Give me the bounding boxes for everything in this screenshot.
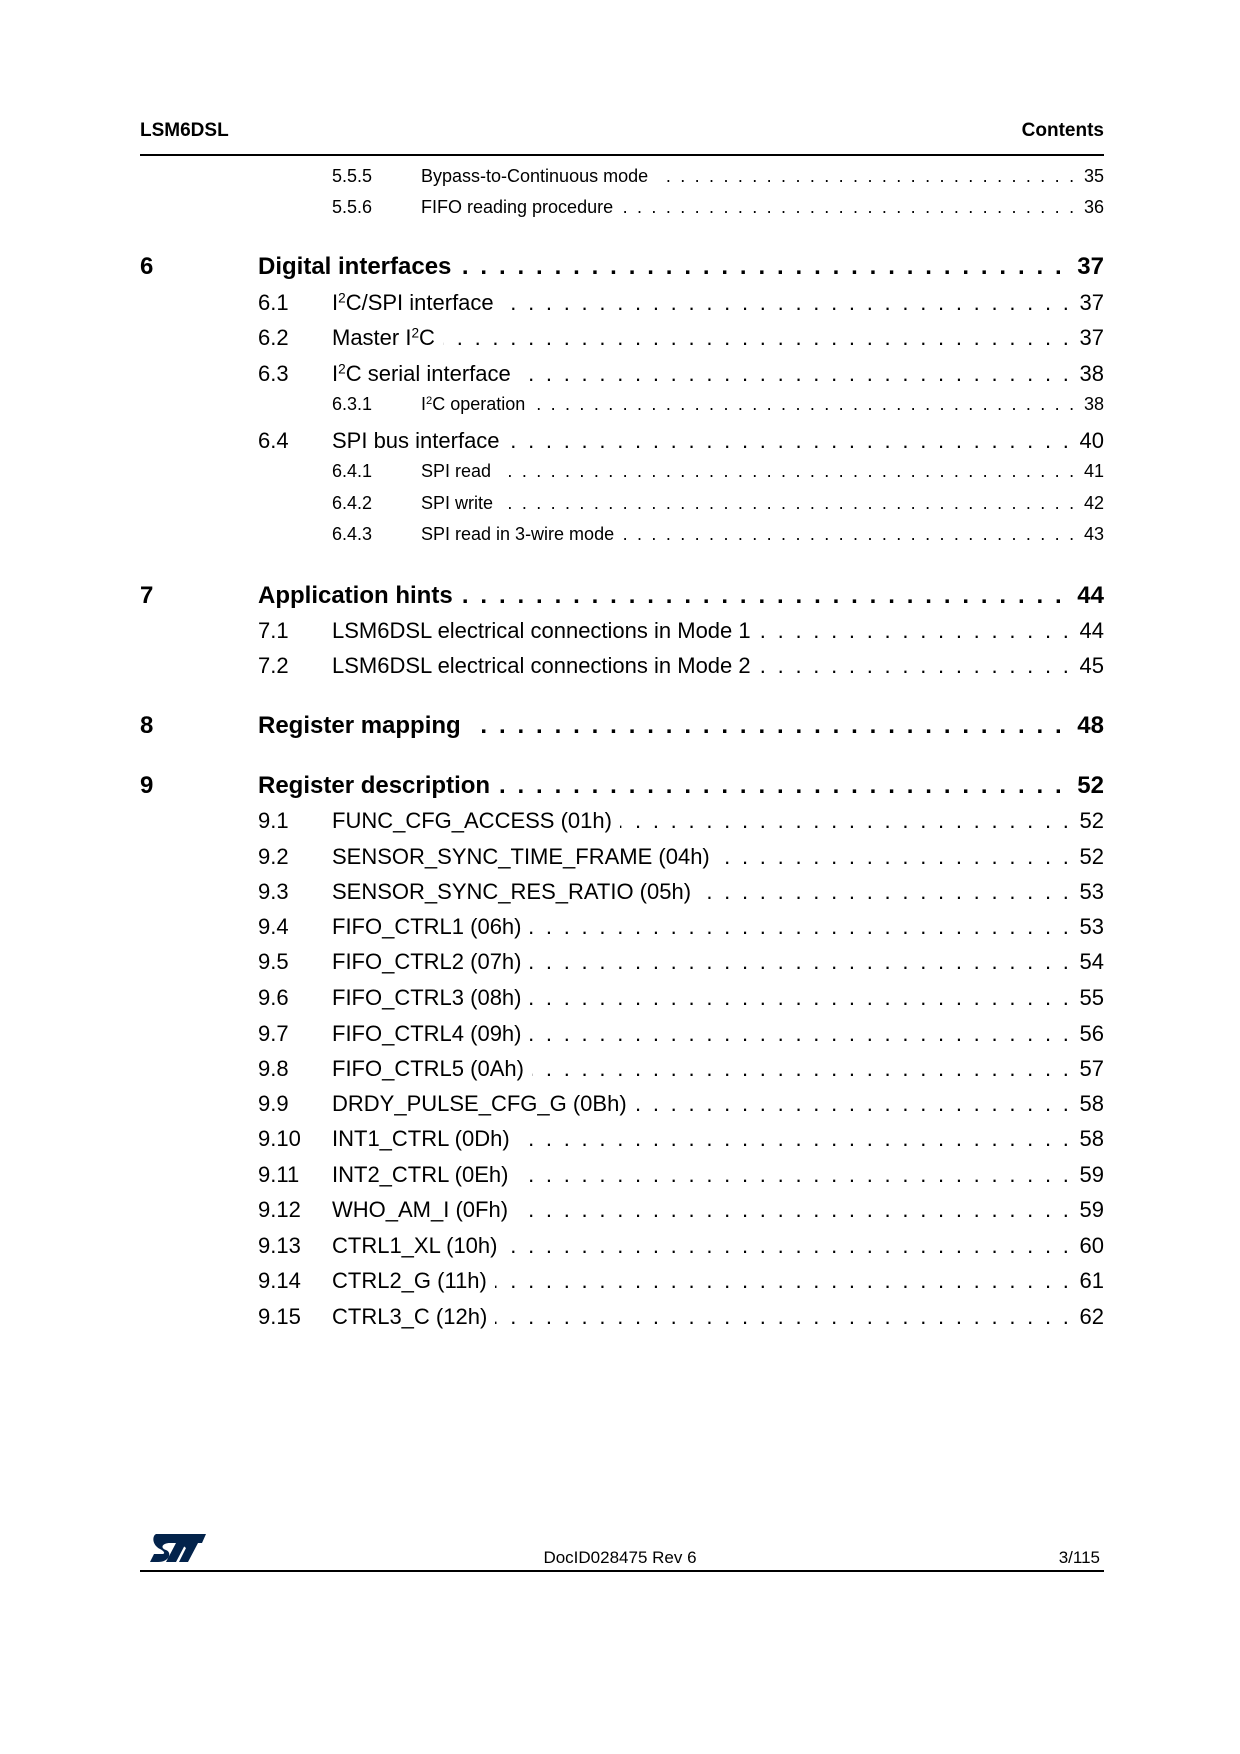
header-section: Contents bbox=[1021, 120, 1104, 141]
toc-entry-title[interactable]: SENSOR_SYNC_TIME_FRAME (04h) bbox=[332, 844, 718, 870]
toc-entry-number: 7.1 bbox=[258, 618, 289, 643]
toc-title-part: C serial interface bbox=[345, 361, 511, 386]
toc-entry-page[interactable]: 54 bbox=[1074, 949, 1104, 975]
toc-leader-dots bbox=[332, 325, 1100, 351]
toc-entry-number: 9.14 bbox=[258, 1268, 301, 1293]
footer-doc-id: DocID028475 Rev 6 bbox=[543, 1548, 697, 1567]
toc-entry-number: 9.15 bbox=[258, 1304, 301, 1329]
toc-entry-title[interactable]: Register description bbox=[258, 772, 498, 800]
toc-title-part: C bbox=[419, 325, 435, 350]
toc-entry-number: 6 bbox=[140, 253, 154, 280]
toc-entry-title[interactable] bbox=[421, 394, 533, 415]
toc-entry-number: 9.5 bbox=[258, 949, 289, 974]
toc-entry-title[interactable]: LSM6DSL electrical connections in Mode 2 bbox=[332, 653, 759, 679]
toc-entry-title[interactable]: FIFO_CTRL2 (07h) bbox=[332, 949, 530, 975]
toc-title-part: I bbox=[421, 394, 427, 414]
toc-entry-title[interactable]: INT1_CTRL (0Dh) bbox=[332, 1126, 518, 1152]
toc-leader-dots bbox=[421, 461, 1100, 482]
toc-entry-number: 9.9 bbox=[258, 1091, 289, 1116]
toc-entry-title[interactable]: Digital interfaces bbox=[258, 253, 459, 281]
toc-entry-page[interactable]: 59 bbox=[1074, 1197, 1104, 1223]
toc-entry-page[interactable]: 43 bbox=[1078, 524, 1104, 545]
toc-entry-title[interactable]: WHO_AM_I (0Fh) bbox=[332, 1197, 516, 1223]
toc-entry-title[interactable]: SPI write bbox=[421, 493, 501, 514]
toc-entry-page[interactable]: 42 bbox=[1078, 493, 1104, 514]
toc-entry-page[interactable]: 44 bbox=[1074, 618, 1104, 644]
toc-entry-title[interactable]: CTRL2_G (11h) bbox=[332, 1268, 495, 1294]
toc-entry-title[interactable]: SPI read bbox=[421, 461, 499, 482]
toc-entry-title[interactable]: CTRL1_XL (10h) bbox=[332, 1233, 505, 1259]
page-header bbox=[140, 120, 1104, 142]
toc-entry-number: 6.3 bbox=[258, 361, 289, 386]
toc-title-part: I bbox=[332, 290, 339, 315]
toc-entry-page[interactable]: 41 bbox=[1078, 461, 1104, 482]
toc-entry-page[interactable]: 45 bbox=[1074, 653, 1104, 679]
toc-entry-page[interactable]: 55 bbox=[1074, 985, 1104, 1011]
toc-entry-title[interactable]: SPI read in 3-wire mode bbox=[421, 524, 622, 545]
toc-title-superscript: 2 bbox=[411, 325, 420, 341]
toc-entry-number: 9.11 bbox=[258, 1162, 300, 1187]
toc-entry-page[interactable]: 58 bbox=[1074, 1091, 1104, 1117]
toc-entry-page[interactable]: 38 bbox=[1074, 361, 1104, 387]
toc-entry-page[interactable]: 37 bbox=[1074, 325, 1104, 351]
toc-entry-number: 9.8 bbox=[258, 1056, 289, 1081]
toc-entry-number: 6.4.3 bbox=[332, 524, 373, 544]
toc-entry-title[interactable] bbox=[332, 361, 519, 387]
toc-entry-number: 8 bbox=[140, 712, 154, 739]
toc-title-superscript: 2 bbox=[338, 290, 346, 306]
toc-entry-number: 9.4 bbox=[258, 914, 289, 939]
toc-entry-number: 9.13 bbox=[258, 1233, 301, 1258]
toc-entry-page[interactable]: 44 bbox=[1071, 582, 1104, 610]
toc-entry-title[interactable]: Bypass-to-Continuous mode bbox=[421, 166, 656, 187]
header-product: LSM6DSL bbox=[140, 120, 229, 141]
toc-entry-page[interactable]: 53 bbox=[1074, 914, 1104, 940]
toc-entry-page[interactable]: 48 bbox=[1071, 712, 1104, 740]
footer-page-number: 3/115 bbox=[1058, 1548, 1100, 1567]
toc-entry-title[interactable]: Application hints bbox=[258, 582, 461, 610]
toc-entry-page[interactable]: 52 bbox=[1071, 772, 1104, 800]
toc-entry-title[interactable]: FIFO_CTRL3 (08h) bbox=[332, 985, 530, 1011]
toc-entry-number: 6.4 bbox=[258, 428, 289, 453]
toc-entry-page[interactable]: 37 bbox=[1071, 253, 1104, 281]
toc-entry-number: 9.1 bbox=[258, 808, 289, 833]
toc-title-part: C operation bbox=[432, 394, 526, 414]
toc-entry-title[interactable]: DRDY_PULSE_CFG_G (0Bh) bbox=[332, 1091, 635, 1117]
toc-entry-title[interactable]: SPI bus interface bbox=[332, 428, 508, 454]
toc-entry-page[interactable]: 58 bbox=[1074, 1126, 1104, 1152]
toc-entry-page[interactable]: 38 bbox=[1078, 394, 1104, 415]
toc-entry-title[interactable]: CTRL3_C (12h) bbox=[332, 1304, 495, 1330]
toc-entry-number: 7.2 bbox=[258, 653, 289, 678]
toc-title-part: C/SPI interface bbox=[345, 290, 494, 315]
toc-entry-title[interactable]: FIFO_CTRL1 (06h) bbox=[332, 914, 530, 940]
toc-entry-number: 9.12 bbox=[258, 1197, 301, 1222]
toc-entry-title[interactable]: FIFO_CTRL5 (0Ah) bbox=[332, 1056, 532, 1082]
toc-title-part: I bbox=[332, 361, 339, 386]
toc-entry-number: 6.4.1 bbox=[332, 461, 373, 481]
toc-entry-number: 9.6 bbox=[258, 985, 289, 1010]
toc-entry-number: 9.10 bbox=[258, 1126, 301, 1151]
toc-entry-number: 9.3 bbox=[258, 879, 289, 904]
toc-entry-title[interactable]: FUNC_CFG_ACCESS (01h) bbox=[332, 808, 620, 834]
toc-entry-title[interactable]: INT2_CTRL (0Eh) bbox=[332, 1162, 516, 1188]
toc-entry-page[interactable]: 61 bbox=[1074, 1268, 1104, 1294]
toc-entry-page[interactable]: 60 bbox=[1074, 1233, 1104, 1259]
toc-entry-number: 6.1 bbox=[258, 290, 289, 315]
toc-entry-number: 9.7 bbox=[258, 1021, 289, 1046]
toc-title-superscript: 2 bbox=[426, 394, 433, 407]
toc-entry-number: 6.3.1 bbox=[332, 394, 373, 414]
toc-title-part: Master I bbox=[332, 325, 412, 350]
toc-entry-number: 7 bbox=[140, 582, 154, 609]
toc-entry-page[interactable]: 52 bbox=[1074, 844, 1104, 870]
toc-entry-title[interactable]: LSM6DSL electrical connections in Mode 1 bbox=[332, 618, 759, 644]
toc-entry-number: 6.2 bbox=[258, 325, 289, 350]
toc-entry-title[interactable]: SENSOR_SYNC_RES_RATIO (05h) bbox=[332, 879, 699, 905]
toc-entry-number: 6.4.2 bbox=[332, 493, 373, 513]
toc-leader-dots bbox=[421, 493, 1100, 514]
toc-entry-number: 9.2 bbox=[258, 844, 289, 869]
toc-entry-page[interactable]: 37 bbox=[1074, 290, 1104, 316]
toc-entry-page[interactable]: 57 bbox=[1074, 1056, 1104, 1082]
header-rule bbox=[140, 154, 1104, 156]
toc-entry-page[interactable]: 40 bbox=[1074, 428, 1104, 454]
toc-title-superscript: 2 bbox=[338, 361, 346, 377]
toc-entry-page[interactable]: 59 bbox=[1074, 1162, 1104, 1188]
toc-entry-page[interactable]: 56 bbox=[1074, 1021, 1104, 1047]
toc-entry-title[interactable]: FIFO reading procedure bbox=[421, 197, 621, 218]
toc-entry-number: 5.5.5 bbox=[332, 166, 373, 186]
toc-entry-page[interactable]: 53 bbox=[1074, 879, 1104, 905]
toc-entry-number: 9 bbox=[140, 772, 154, 799]
toc-entry-page[interactable]: 52 bbox=[1074, 808, 1104, 834]
toc-entry-page[interactable]: 36 bbox=[1078, 197, 1104, 218]
toc-entry-title[interactable]: Register mapping bbox=[258, 712, 469, 740]
toc-entry-number: 5.5.6 bbox=[332, 197, 373, 217]
toc-entry-title[interactable]: FIFO_CTRL4 (09h) bbox=[332, 1021, 530, 1047]
toc-entry-title[interactable] bbox=[332, 325, 443, 351]
toc-entry-title[interactable] bbox=[332, 290, 502, 316]
toc-entry-page[interactable]: 62 bbox=[1074, 1304, 1104, 1330]
footer-rule bbox=[140, 1570, 1104, 1572]
toc-entry-page[interactable]: 35 bbox=[1078, 166, 1104, 187]
